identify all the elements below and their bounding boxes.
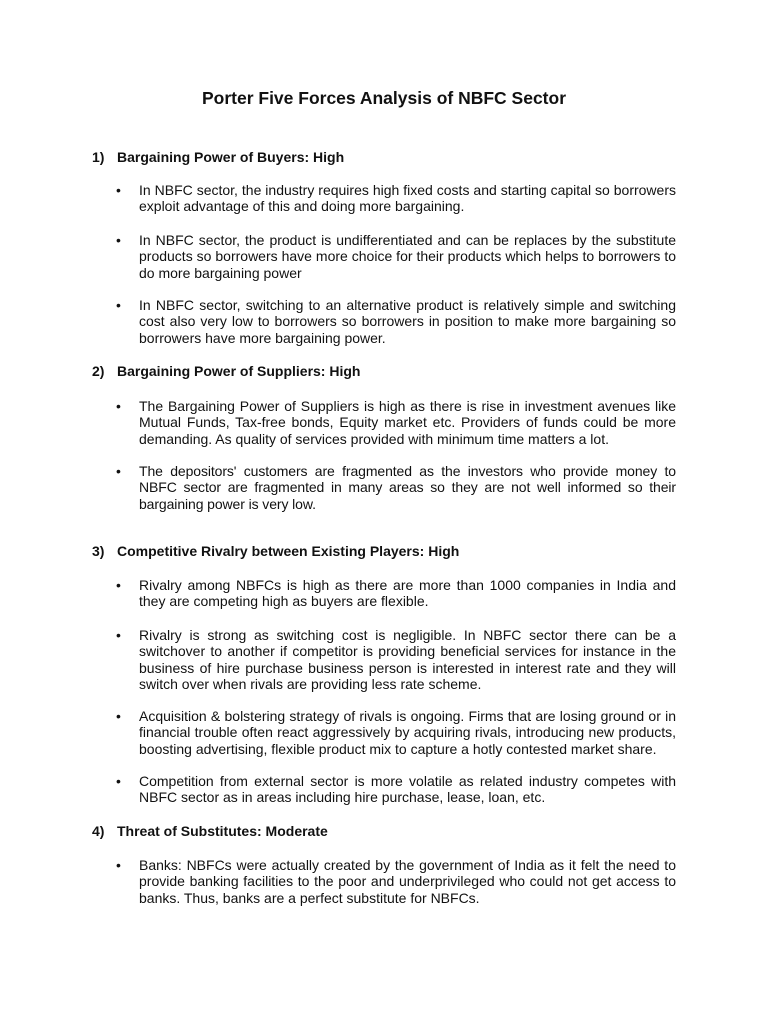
section-heading: [92, 823, 328, 840]
list-item: [116, 627, 676, 693]
list-item-text: In NBFC sector, switching to an alternative product is relatively simple and switching cost also very low to borrowers so borrowers in position to make more bargaining so borrowers have more bargaining power.: [139, 297, 676, 346]
bullet-icon: •: [116, 297, 121, 313]
list-item: [116, 708, 676, 757]
section-heading: [92, 543, 459, 560]
list-item: [116, 182, 676, 215]
section-title: Bargaining Power of Buyers: High: [117, 149, 345, 165]
list-item: [116, 857, 676, 906]
bullet-icon: •: [116, 708, 121, 724]
document-title: Porter Five Forces Analysis of NBFC Sector: [201, 88, 567, 108]
list-item: [116, 232, 676, 281]
list-item-text: Rivalry among NBFCs is high as there are more than 1000 companies in India and they are competing high as buyers are flexible.: [139, 577, 676, 610]
section-heading: [92, 149, 344, 166]
bullet-icon: •: [116, 232, 121, 248]
section-number: 4): [92, 823, 105, 839]
section-title: Competitive Rivalry between Existing Players: High: [117, 543, 460, 559]
bullet-icon: •: [116, 857, 121, 873]
bullet-icon: •: [116, 773, 121, 789]
section-number: 2): [92, 363, 105, 379]
list-item-text: In NBFC sector, the industry requires high fixed costs and starting capital so borrowers exploit advantage of this and doing more bargaining.: [139, 182, 676, 215]
list-item: [116, 577, 676, 610]
list-item-text: The Bargaining Power of Suppliers is high as there is rise in investment avenues like Mutual Funds, Tax-free bonds, Equity market etc. Providers of funds could be more demanding. As quality of services provided with minimum time matters a lot.: [139, 398, 676, 447]
list-item: [116, 463, 676, 512]
section-number: 1): [92, 149, 105, 165]
list-item: [116, 297, 676, 346]
bullet-icon: •: [116, 398, 121, 414]
list-item-text: Banks: NBFCs were actually created by the government of India as it felt the need to provide banking facilities to the poor and underprivileged who could not get access to banks. Thus, banks are a perfect substitute for NBFCs.: [139, 857, 676, 906]
list-item: [116, 773, 676, 806]
list-item-text: Competition from external sector is more volatile as related industry competes with NBFC sector as in areas including hire purchase, lease, loan, etc.: [139, 773, 676, 806]
section-number: 3): [92, 543, 105, 559]
list-item-text: The depositors' customers are fragmented as the investors who provide money to NBFC sector are fragmented in many areas so they are not well informed so their bargaining power is very low.: [139, 463, 676, 512]
list-item-text: In NBFC sector, the product is undifferentiated and can be replaces by the substitute products so borrowers have more choice for their products which helps to borrowers to do more bargaining power: [139, 232, 676, 281]
list-item-text: Acquisition & bolstering strategy of rivals is ongoing. Firms that are losing ground or in financial trouble often react aggressively by acquiring rivals, introducing new products, boosting advertising, flexible product mix to capture a hotly contested market share.: [139, 708, 676, 757]
section-title: Bargaining Power of Suppliers: High: [117, 363, 361, 379]
section-title: Threat of Substitutes: Moderate: [117, 823, 328, 839]
bullet-icon: •: [116, 577, 121, 593]
bullet-icon: •: [116, 627, 121, 643]
list-item-text: Rivalry is strong as switching cost is negligible. In NBFC sector there can be a switchover to another if competitor is providing beneficial services for instance in the business of hire purchase business person is interested in interest rate and they will switch over when rivals are providing less rate scheme.: [139, 627, 676, 693]
bullet-icon: •: [116, 463, 121, 479]
list-item: [116, 398, 676, 447]
bullet-icon: •: [116, 182, 121, 198]
section-heading: [92, 363, 360, 380]
